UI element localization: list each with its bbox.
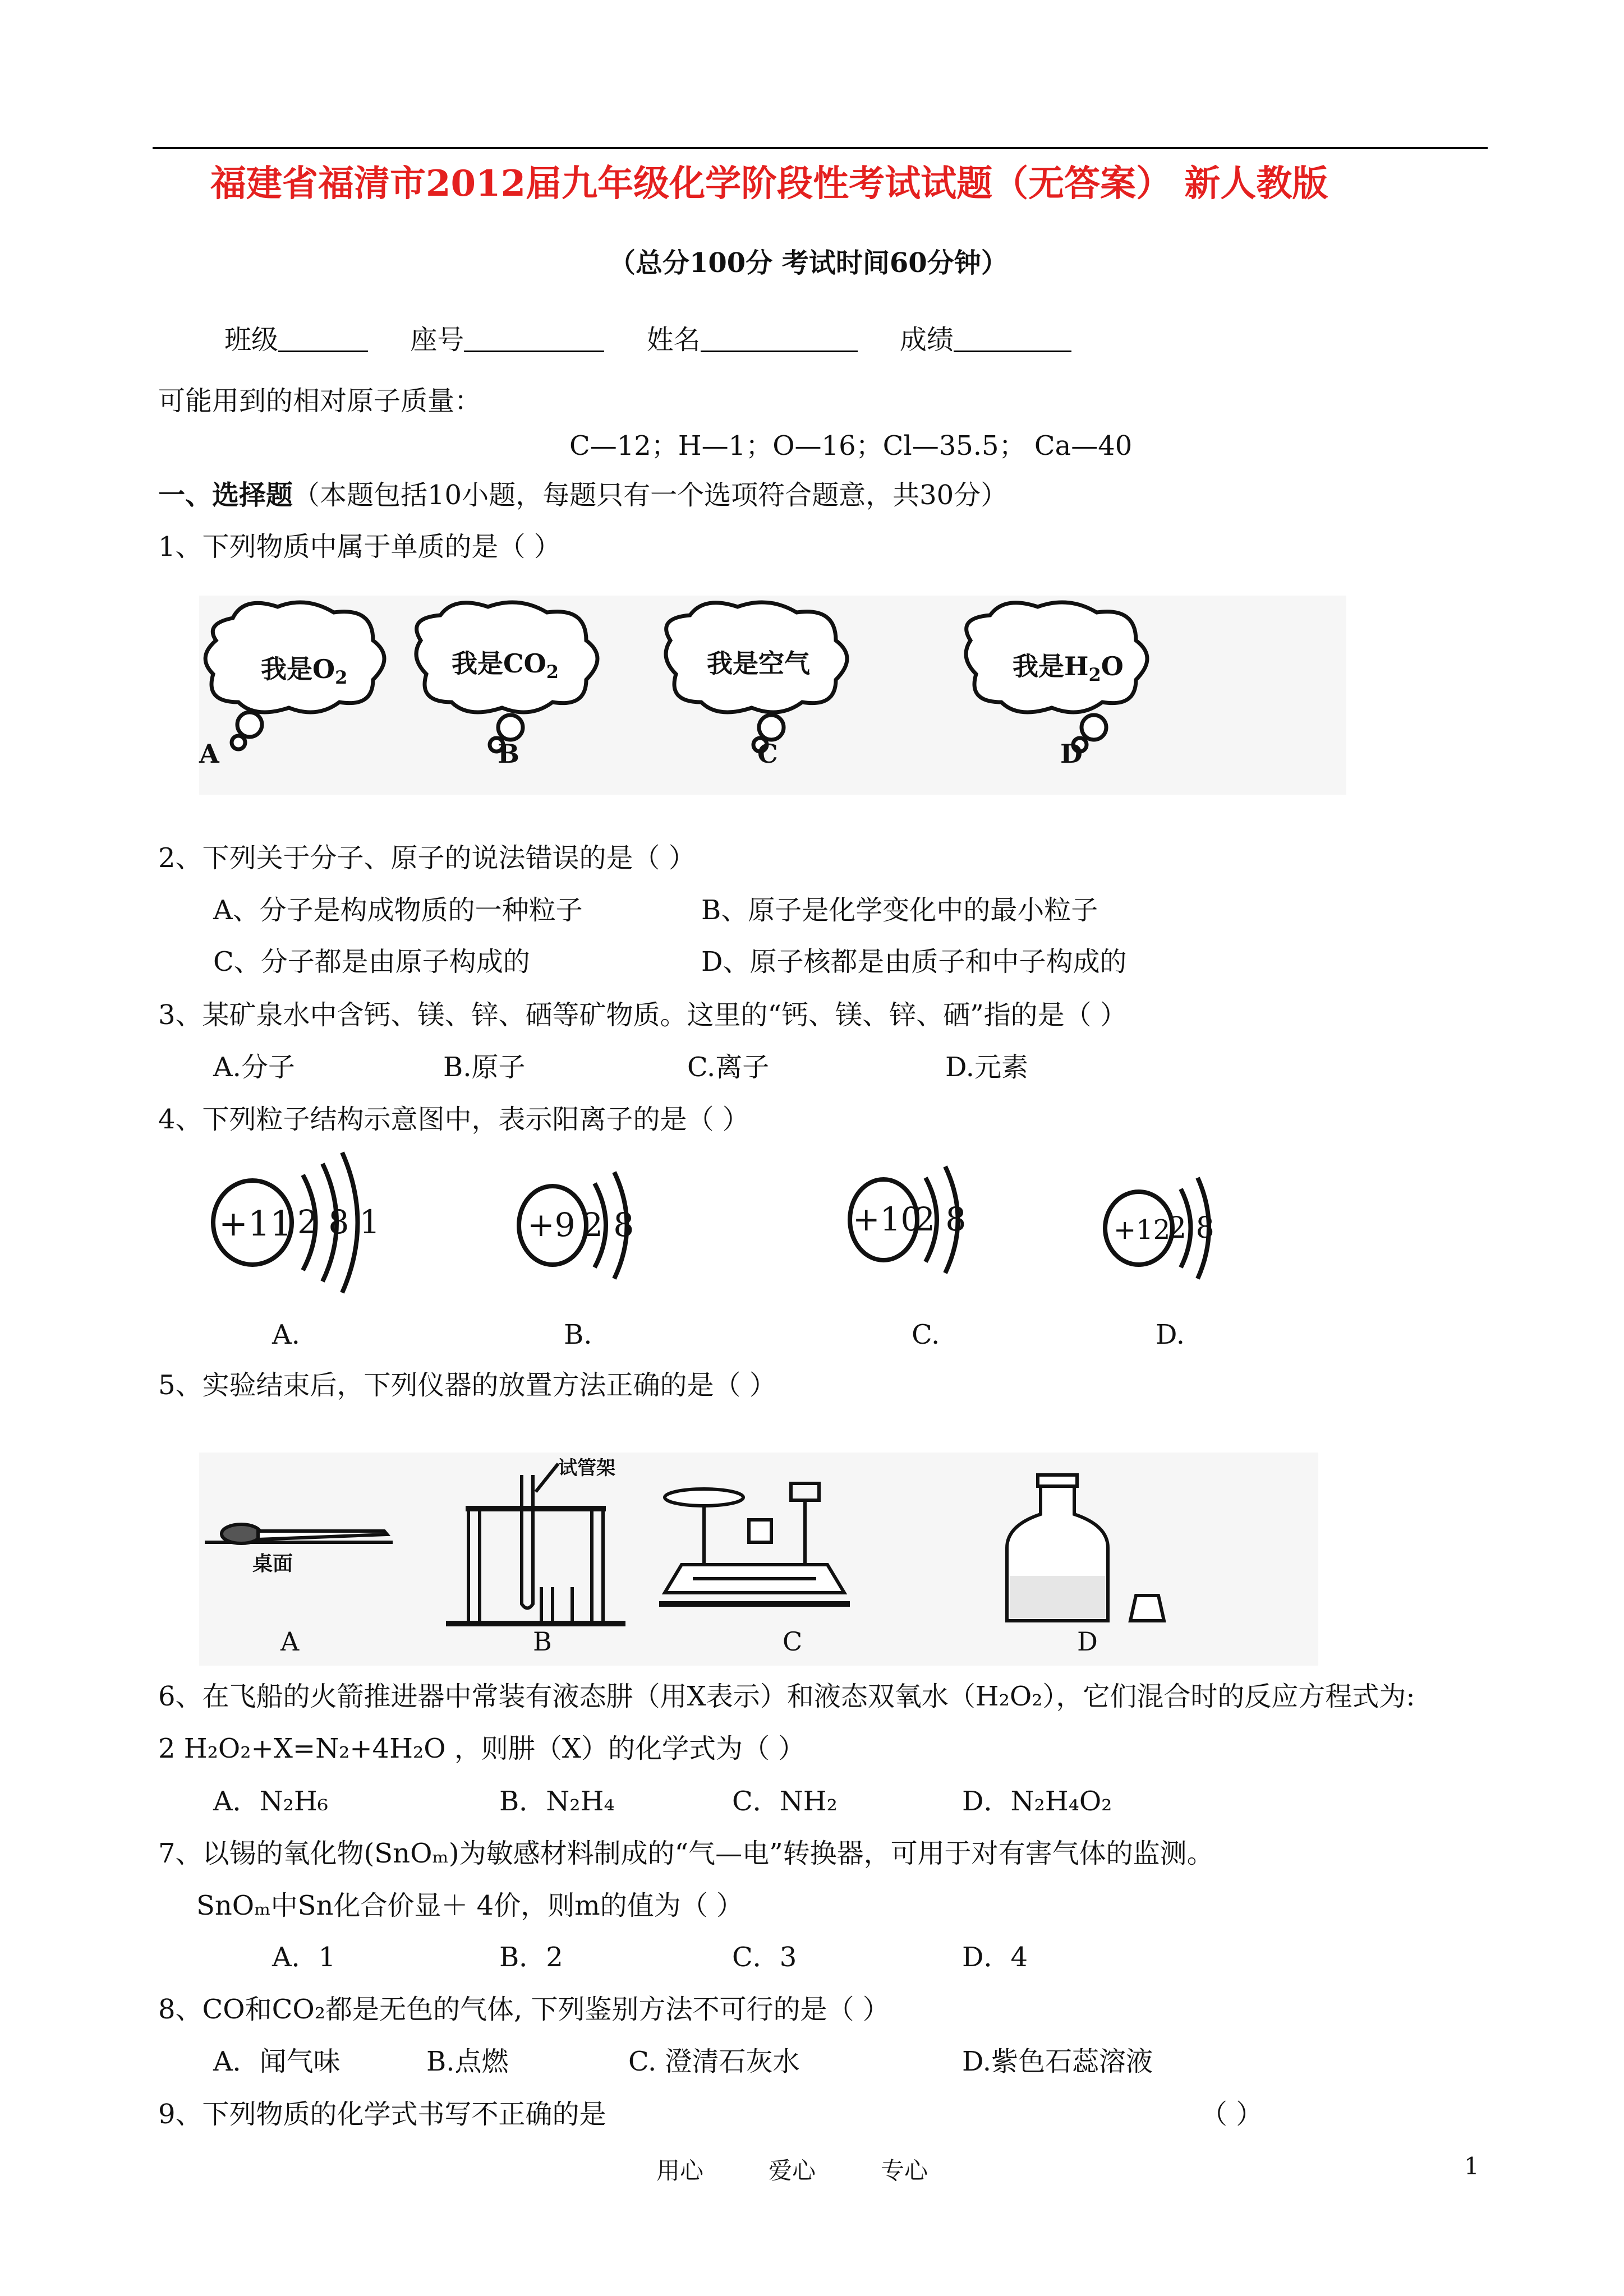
score-blank[interactable]	[954, 326, 1071, 352]
student-info-fields	[224, 318, 1105, 357]
q9-stem: 9、下列物质的化学式书写不正确的是	[158, 2099, 606, 2130]
q5-label-a: A	[280, 1626, 300, 1657]
q5-label-d: D	[1077, 1626, 1098, 1657]
page-number: 1	[1464, 2152, 1479, 2180]
q8-option-a[interactable]: A．闻气味	[213, 2046, 341, 2077]
q9-answer-paren: （ ）	[1200, 2099, 1263, 2130]
atom-b-nucleus: +9	[527, 1206, 576, 1244]
footer-motto-1: 用心	[656, 2157, 704, 2184]
q1-label-c: C	[757, 739, 778, 769]
q1-label-a: A	[199, 739, 219, 769]
class-label: 班级	[224, 324, 279, 356]
q3-option-b[interactable]: B.原子	[443, 1052, 526, 1083]
q4-label-b[interactable]: B.	[564, 1319, 592, 1350]
atom-c-shells: 2 8	[914, 1200, 967, 1238]
q4-label-c[interactable]: C.	[912, 1319, 940, 1350]
atomic-mass-values: C—12；H—1；O—16；Cl—35.5； Ca—40	[569, 430, 1133, 462]
footer-motto-2: 爱心	[769, 2157, 816, 2184]
bubble-b-text: 我是$CO_2$	[452, 648, 559, 683]
q4-atom-diagrams	[208, 1144, 1386, 1329]
q8-option-c[interactable]: C. 澄清石灰水	[628, 2046, 800, 2077]
atom-c-nucleus: +10	[853, 1200, 922, 1238]
name-blank[interactable]	[701, 326, 858, 352]
q4-stem: 4、下列粒子结构示意图中，表示阳离子的是（ ）	[158, 1104, 749, 1135]
q3-option-a[interactable]: A.分子	[213, 1052, 295, 1083]
q2-option-a[interactable]: A、分子是构成物质的一种粒子	[213, 895, 583, 926]
q1-label-d: D	[1060, 739, 1083, 769]
bubble-c-text: 我是空气	[707, 648, 810, 679]
atom-d-shells: 2 8	[1168, 1211, 1214, 1245]
q6-option-d[interactable]: D．N₂H₄O₂	[962, 1786, 1112, 1817]
q5-label-b: B	[533, 1626, 552, 1657]
page-title: 福建省福清市2012届九年级化学阶段性考试试题（无答案） 新人教版	[210, 163, 1328, 205]
q1-label-b: B	[498, 739, 519, 769]
q2-option-c[interactable]: C、分子都是由原子构成的	[213, 946, 530, 978]
q5-label-c: C	[783, 1626, 803, 1657]
footer-motto-3: 专心	[881, 2157, 928, 2184]
atom-a-shells: 2 8 1	[297, 1203, 380, 1241]
lab-equipment-diagram	[199, 1453, 1318, 1666]
q3-option-c[interactable]: C.离子	[687, 1052, 770, 1083]
q8-option-d[interactable]: D.紫色石蕊溶液	[962, 2046, 1153, 2077]
exam-info: （总分100分 考试时间60分钟）	[609, 247, 1008, 279]
q7-option-a[interactable]: A．1	[272, 1942, 336, 1973]
atom-d-nucleus: +12	[1114, 1214, 1171, 1246]
atom-a-nucleus: +11	[219, 1203, 292, 1244]
bubble-a-text: 我是$O_2$	[261, 654, 348, 689]
q6-option-b[interactable]: B．N₂H₄	[499, 1786, 615, 1817]
q5-figure	[199, 1453, 1318, 1666]
top-rule	[153, 147, 1488, 149]
atomic-mass-intro: 可能用到的相对原子质量：	[158, 385, 482, 417]
q8-option-b[interactable]: B.点燃	[426, 2046, 509, 2077]
q4-label-d[interactable]: D.	[1156, 1319, 1185, 1350]
q1-figure	[199, 596, 1346, 795]
seat-blank[interactable]	[464, 326, 604, 352]
q4-label-a[interactable]: A.	[272, 1319, 300, 1350]
q2-stem: 2、下列关于分子、原子的说法错误的是（ ）	[158, 842, 696, 874]
q6-line-1: 6、在飞船的火箭推进器中常装有液态肼（用X表示）和液态双氧水（H₂O₂），它们混合时的反应方程式为:	[158, 1681, 1415, 1712]
atom-b-shells: 2 8	[582, 1206, 634, 1244]
q5-stem: 5、实验结束后，下列仪器的放置方法正确的是（ ）	[158, 1370, 776, 1401]
section-1-title: 一、选择题	[158, 480, 293, 511]
q8-stem: 8、CO和CO₂都是无色的气体, 下列鉴别方法不可行的是（ ）	[158, 1994, 890, 2025]
q7-option-b[interactable]: B．2	[499, 1942, 563, 1973]
section-1-note: （本题包括10小题，每题只有一个选项符合题意，共30分）	[293, 480, 1008, 511]
q7-line-2: SnOₘ中Sn化合价显＋ 4价，则m的值为（ ）	[196, 1890, 743, 1921]
q7-option-c[interactable]: C．3	[732, 1942, 797, 1973]
seat-label: 座号	[410, 324, 464, 356]
bubble-d-text: 我是$H_2O$	[1013, 651, 1124, 686]
q2-option-d[interactable]: D、原子核都是由质子和中子构成的	[701, 946, 1127, 978]
q6-option-a[interactable]: A．N₂H₆	[213, 1786, 329, 1817]
q3-option-d[interactable]: D.元素	[945, 1052, 1029, 1083]
section-1-heading	[158, 478, 1007, 512]
desk-label: 桌面	[252, 1552, 293, 1575]
score-label: 成绩	[899, 324, 954, 356]
q7-line-1: 7、以锡的氧化物(SnOₘ)为敏感材料制成的“气—电”转换器，可用于对有害气体的监测。	[158, 1838, 1214, 1869]
name-label: 姓名	[646, 324, 701, 356]
q6-line-2: 2 H₂O₂+X=N₂+4H₂O ，则肼（X）的化学式为（ ）	[158, 1733, 806, 1764]
test-tube-rack-label: 试管架	[558, 1457, 615, 1479]
q7-option-d[interactable]: D．4	[962, 1942, 1028, 1973]
q3-stem: 3、某矿泉水中含钙、镁、锌、硒等矿物质。这里的“钙、镁、锌、硒”指的是（ ）	[158, 999, 1127, 1031]
q2-option-b[interactable]: B、原子是化学变化中的最小粒子	[701, 895, 1098, 926]
q6-option-c[interactable]: C．NH₂	[732, 1786, 838, 1817]
q1-stem: 1、下列物质中属于单质的是（ ）	[158, 531, 561, 563]
class-blank[interactable]	[278, 326, 368, 352]
